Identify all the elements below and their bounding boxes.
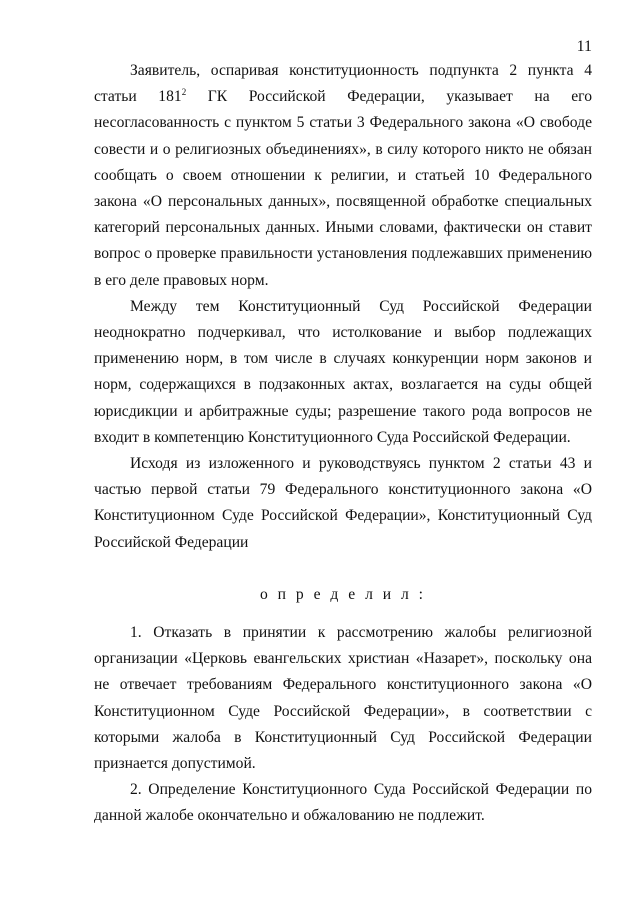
document-body (94, 58, 592, 830)
superscript: 2 (181, 87, 187, 98)
paragraph-text: Заявитель, оспаривая конституционность подпункта 2 пункта 4 статьи 181 (94, 62, 592, 106)
ruling-heading: о п р е д е л и л : (259, 585, 427, 603)
ruling-item-1: 1. Отказать в принятии к рассмотрению жалобы религиозной организации «Церковь евангельских христиан «Назарет», поскольку она не отвечает требованиям Федерального конституционного закона «О Конституционном Суде Российской Федерации», в соответствии с которыми жалоба в Конституционный Суд Российской Федерации признается допустимой. (94, 624, 592, 773)
page-number: 11 (576, 38, 592, 55)
paragraph-text: ГК Российской Федерации, указывает на его несогласованность с пунктом 5 статьи 3 Федерального закона «О свободе совести и о религиозных объединениях», в силу которого никто не обязан сообщать о своем отношении к религии, и статьей 10 Федерального закона «О персональных данных», посвященной обработке специальных категорий персональных данных. Иными словами, фактически он ставит вопрос о проверке правильности установления подлежавших применению в его деле правовых норм. (94, 88, 592, 289)
ruling-item-2: 2. Определение Конституционного Суда Российской Федерации по данной жалобе окончательно и обжалованию не подлежит. (94, 781, 592, 825)
paragraph-court-position: Между тем Конституционный Суд Российской Федерации неоднократно подчеркивал, что истолкование и выбор подлежащих применению норм, в том числе в случаях конкуренции норм законов и норм, содержащихся в подзаконных актах, возлагается на суды общей юрисдикции и арбитражные суды; разрешение такого рода вопросов не входит в компетенцию Конституционного Суда Российской Федерации. (94, 297, 592, 446)
paragraph-grounds: Исходя из изложенного и руководствуясь пунктом 2 статьи 43 и частью первой статьи 79 Федерального конституционного закона «О Конституционном Суде Российской Федерации», Конституционный Суд Российской Федерации (94, 455, 592, 551)
paragraph-applicant-claim (94, 58, 592, 294)
